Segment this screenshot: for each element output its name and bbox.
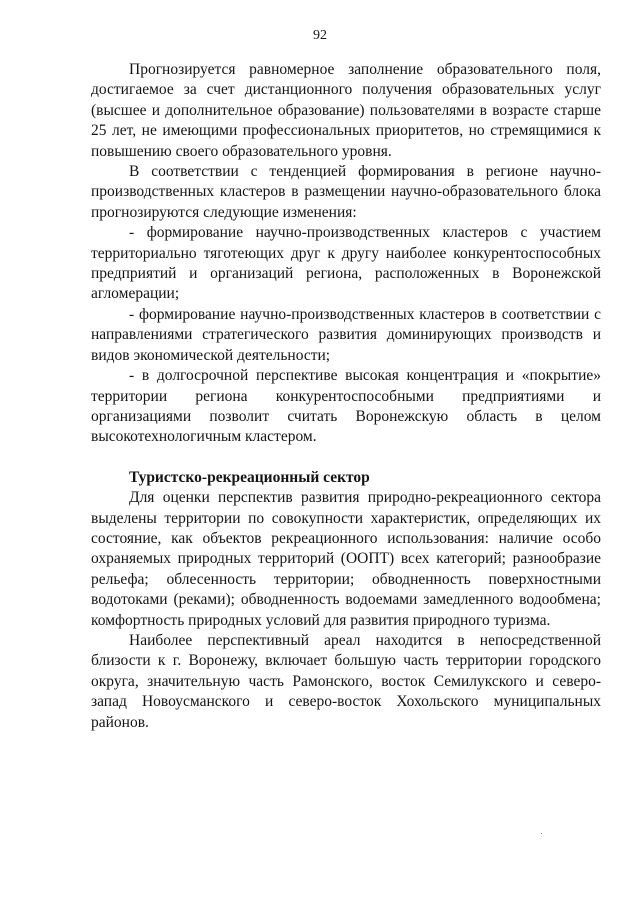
list-item-clusters-3: - в долгосрочной перспективе высокая концентрация и «покрытие» территории региона конкурентоспособными предприятиями и организациями позволит считать Воронежскую область в целом высокотехнологичным кластером. [91, 367, 601, 446]
section-heading: Туристско-рекреационный сектор [129, 468, 370, 486]
section-spacer [91, 448, 601, 468]
paragraph-clusters-intro: В соответствии с тенденцией формирования в регионе научно-производственных кластеров в размещении научно-образовательного блока прогнозируются следующие изменения: [91, 163, 601, 221]
list-item-clusters-2: - формирование научно-производственных кластеров в соответствии с направлениями стратегического развития доминирующих производств и видов экономической деятельности; [91, 305, 601, 364]
paragraph-perspective-area: Наиболее перспективный ареал находится в непосредственной близости к г. Воронежу, включает большую часть территории городского округа, значительную часть Рамонского, восток Семилукского и северо-запад Новоусманского и северо-восток Хохольского муниципальных районов. [91, 631, 601, 731]
page-number: 92 [313, 28, 327, 43]
scan-speck [541, 833, 542, 834]
paragraph-recreation-assessment: Для оценки перспектив развития природно-рекреационного сектора выделены территории по совокупности характеристик, определяющих их состояние, как объектов рекреационного использования: наличие особо охраняемых природных территорий (ООПТ) всех категорий; разнообразие рельефа; облесенность территории; обводненность поверхностными водотоками (реками); обводненность водоемами замедленного водообмена; комфортность природных условий для развития природного туризма. [91, 489, 601, 629]
document-body [91, 60, 601, 733]
list-item-clusters-1: - формирование научно-производственных кластеров с участием территориально тяготеющих друг к другу наиболее конкурентоспособных предприятий и организаций региона, расположенных в Воронежской агломерации; [91, 224, 601, 303]
paragraph-forecast: Прогнозируется равномерное заполнение образовательного поля, достигаемое за счет дистанционного получения образовательных услуг (высшее и дополнительное образование) пользователями в возрасте старше 25 лет, не имеющими профессиональных приоритетов, но стремящимися к повышению своего образовательного уровня. [91, 61, 601, 160]
